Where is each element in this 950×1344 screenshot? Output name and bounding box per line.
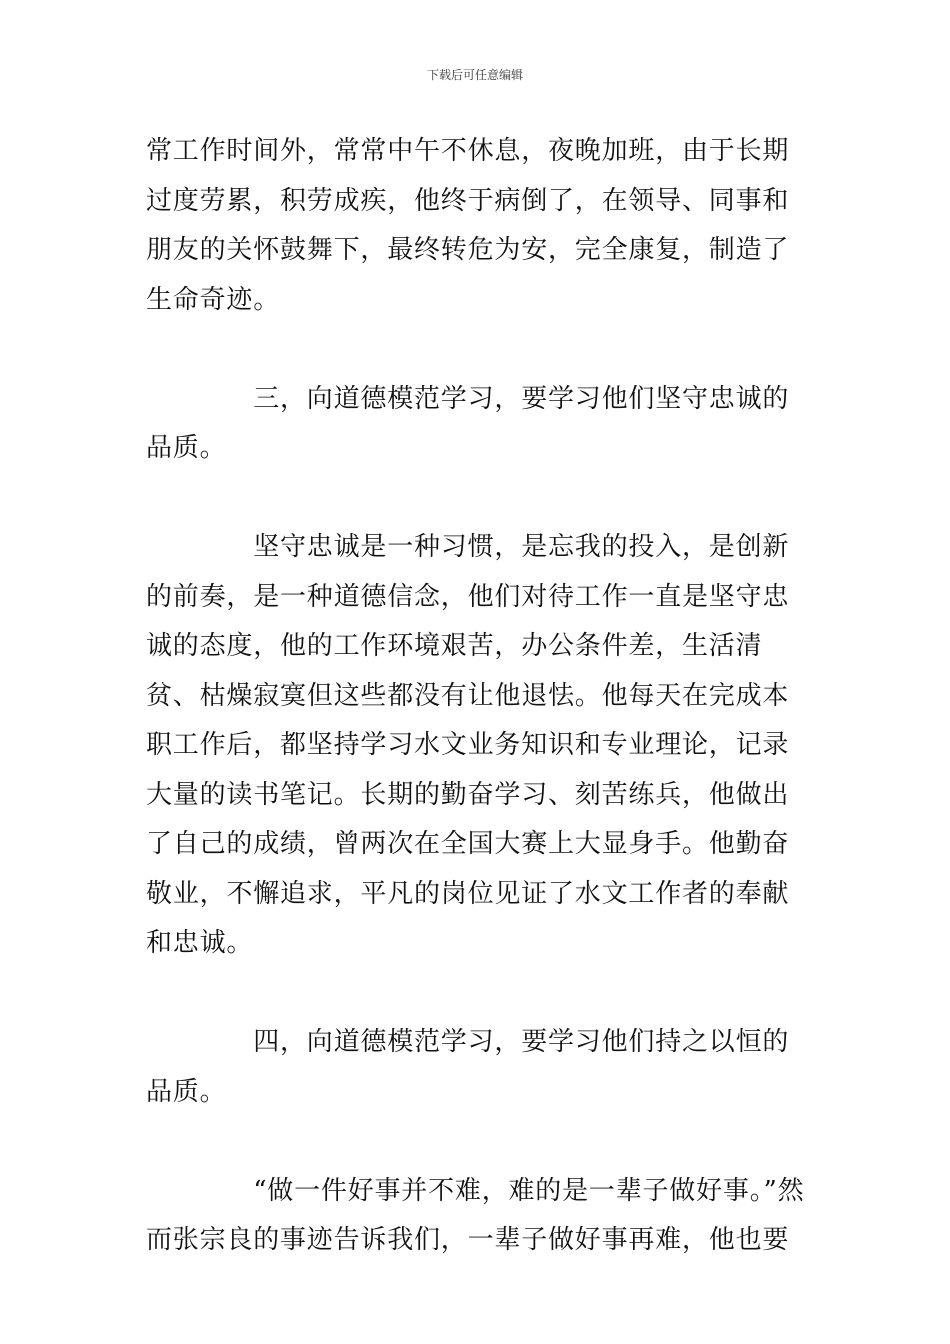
section-heading-four: 四，向道德模范学习，要学习他们持之以恒的品质。	[146, 1027, 790, 1107]
paragraph-perseverance: “做一件好事并不难，难的是一辈子做好事。”然而张宗良的事迹告诉我们，一辈子做好事再难，他也要	[146, 1175, 805, 1255]
paragraph-continuation: 常工作时间外，常常中午不休息，夜晚加班，由于长期过度劳累，积劳成疾，他终于病倒了，在领导、同事和朋友的关怀鼓舞下，最终转危为安，完全康复，制造了生命奇迹。	[146, 136, 790, 315]
page-header: 下载后可任意编辑	[426, 68, 523, 82]
document-body	[146, 127, 806, 1266]
paragraph-loyalty: 坚守忠诚是一种习惯，是忘我的投入，是创新的前奏，是一种道德信念，他们对待工作一直是坚守忠诚的态度，他的工作环境艰苦，办公条件差，生活清贫、枯燥寂寞但这些都没有让他退怯。他每天在完成本职工作后，都坚持学习水文业务知识和专业理论，记录大量的读书笔记。长期的勤奋学习、刻苦练兵，他做出了自己的成绩，曾两次在全国大赛上大显身手。他勤奋敬业，不懈追求，平凡的岗位见证了水文工作者的奉献和忠诚。	[146, 532, 790, 958]
section-heading-three: 三，向道德模范学习，要学习他们坚守忠诚的品质。	[146, 383, 790, 463]
